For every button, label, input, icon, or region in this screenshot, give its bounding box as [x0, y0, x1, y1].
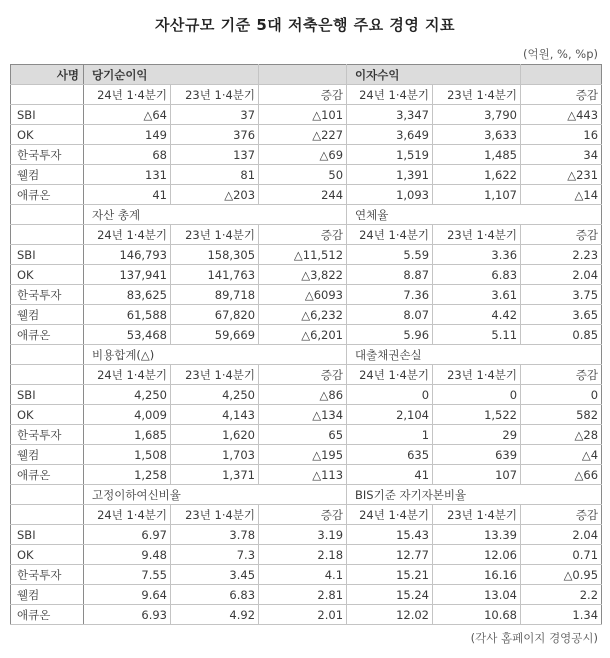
value-cell: 582: [521, 405, 602, 425]
table-row: [11, 605, 602, 625]
table-row: [11, 125, 602, 145]
value-cell: 149: [84, 125, 171, 145]
section-title-row: [11, 205, 602, 225]
value-cell: 6.83: [171, 585, 259, 605]
value-cell: 158,305: [171, 245, 259, 265]
value-cell: 5.96: [347, 325, 433, 345]
value-cell: 1,093: [347, 185, 433, 205]
value-cell: △0.95: [521, 565, 602, 585]
value-cell: 376: [171, 125, 259, 145]
company-name: SBI: [11, 385, 84, 405]
blank-cell: [11, 505, 84, 525]
period-header-row: [11, 85, 602, 105]
value-cell: 16.16: [433, 565, 521, 585]
table-row: [11, 545, 602, 565]
period-prev: 23년 1·4분기: [171, 505, 259, 525]
period-diff: 증감: [521, 505, 602, 525]
value-cell: 244: [259, 185, 347, 205]
value-cell: 635: [347, 445, 433, 465]
period-diff: 증감: [521, 85, 602, 105]
value-cell: 2.81: [259, 585, 347, 605]
value-cell: 0: [347, 385, 433, 405]
value-cell: 8.87: [347, 265, 433, 285]
value-cell: 4,250: [171, 385, 259, 405]
company-name: 애큐온: [11, 185, 84, 205]
table-row: [11, 425, 602, 445]
value-cell: 137,941: [84, 265, 171, 285]
value-cell: △11,512: [259, 245, 347, 265]
value-cell: 15.21: [347, 565, 433, 585]
value-cell: 41: [347, 465, 433, 485]
table-row: [11, 565, 602, 585]
value-cell: 7.36: [347, 285, 433, 305]
period-prev: 23년 1·4분기: [433, 225, 521, 245]
value-cell: 61,588: [84, 305, 171, 325]
value-cell: 0: [433, 385, 521, 405]
section-title-row: [11, 345, 602, 365]
value-cell: △195: [259, 445, 347, 465]
blank-cell: [11, 85, 84, 105]
value-cell: △6,232: [259, 305, 347, 325]
blank-cell: [11, 485, 84, 505]
table-row: [11, 325, 602, 345]
period-prev: 23년 1·4분기: [433, 85, 521, 105]
value-cell: △113: [259, 465, 347, 485]
value-cell: 131: [84, 165, 171, 185]
value-cell: 1,519: [347, 145, 433, 165]
value-cell: 4,143: [171, 405, 259, 425]
company-name: 웰컴: [11, 445, 84, 465]
value-cell: △69: [259, 145, 347, 165]
value-cell: 15.24: [347, 585, 433, 605]
period-header-row: [11, 225, 602, 245]
value-cell: △227: [259, 125, 347, 145]
value-cell: 9.64: [84, 585, 171, 605]
value-cell: 41: [84, 185, 171, 205]
value-cell: 141,763: [171, 265, 259, 285]
blank-cell: [11, 225, 84, 245]
blank-cell: [11, 345, 84, 365]
table-row: [11, 185, 602, 205]
period-header-row: [11, 365, 602, 385]
period-prev: 23년 1·4분기: [433, 505, 521, 525]
period-diff: 증감: [521, 225, 602, 245]
value-cell: 34: [521, 145, 602, 165]
section-title-right: 대출채권손실: [347, 345, 602, 365]
company-name: 웰컴: [11, 585, 84, 605]
value-cell: △14: [521, 185, 602, 205]
value-cell: 1.34: [521, 605, 602, 625]
period-cur: 24년 1·4분기: [347, 505, 433, 525]
value-cell: 3.78: [171, 525, 259, 545]
value-cell: 1,522: [433, 405, 521, 425]
company-name: SBI: [11, 245, 84, 265]
section-title-row: [11, 485, 602, 505]
company-name: 웰컴: [11, 165, 84, 185]
value-cell: 2,104: [347, 405, 433, 425]
value-cell: 1,508: [84, 445, 171, 465]
value-cell: 13.39: [433, 525, 521, 545]
value-cell: 3.45: [171, 565, 259, 585]
blank-cell: [11, 365, 84, 385]
value-cell: 6.97: [84, 525, 171, 545]
value-cell: 3,633: [433, 125, 521, 145]
value-cell: 5.59: [347, 245, 433, 265]
value-cell: △101: [259, 105, 347, 125]
value-cell: 0: [521, 385, 602, 405]
value-cell: 8.07: [347, 305, 433, 325]
company-name: SBI: [11, 525, 84, 545]
value-cell: 12.02: [347, 605, 433, 625]
value-cell: 3,790: [433, 105, 521, 125]
table-row: [11, 305, 602, 325]
value-cell: 4,009: [84, 405, 171, 425]
value-cell: 50: [259, 165, 347, 185]
value-cell: 4,250: [84, 385, 171, 405]
value-cell: 3,347: [347, 105, 433, 125]
company-name: OK: [11, 545, 84, 565]
value-cell: △66: [521, 465, 602, 485]
company-name: 애큐온: [11, 605, 84, 625]
section-title-right: 이자수익: [347, 65, 521, 85]
value-cell: 13.04: [433, 585, 521, 605]
value-cell: △4: [521, 445, 602, 465]
value-cell: 2.23: [521, 245, 602, 265]
period-cur: 24년 1·4분기: [84, 365, 171, 385]
period-diff: 증감: [259, 85, 347, 105]
company-name: 한국투자: [11, 425, 84, 445]
value-cell: 1,485: [433, 145, 521, 165]
company-name: 애큐온: [11, 465, 84, 485]
value-cell: 0.85: [521, 325, 602, 345]
table-row: [11, 105, 602, 125]
value-cell: 1,622: [433, 165, 521, 185]
value-cell: 1,107: [433, 185, 521, 205]
period-cur: 24년 1·4분기: [84, 225, 171, 245]
value-cell: 59,669: [171, 325, 259, 345]
table-row: [11, 265, 602, 285]
period-diff: 증감: [521, 365, 602, 385]
value-cell: △3,822: [259, 265, 347, 285]
section-title-row: [11, 65, 602, 85]
company-name: OK: [11, 265, 84, 285]
value-cell: △28: [521, 425, 602, 445]
value-cell: 146,793: [84, 245, 171, 265]
period-diff: 증감: [259, 505, 347, 525]
period-diff: 증감: [259, 225, 347, 245]
value-cell: 53,468: [84, 325, 171, 345]
period-cur: 24년 1·4분기: [347, 365, 433, 385]
section-title-right: BIS기준 자기자본비율: [347, 485, 602, 505]
value-cell: △86: [259, 385, 347, 405]
value-cell: 89,718: [171, 285, 259, 305]
table-row: [11, 285, 602, 305]
value-cell: 0.71: [521, 545, 602, 565]
company-name: OK: [11, 405, 84, 425]
value-cell: 2.01: [259, 605, 347, 625]
period-prev: 23년 1·4분기: [433, 365, 521, 385]
value-cell: 1,391: [347, 165, 433, 185]
value-cell: 1,258: [84, 465, 171, 485]
value-cell: 37: [171, 105, 259, 125]
value-cell: 83,625: [84, 285, 171, 305]
value-cell: △443: [521, 105, 602, 125]
table-row: [11, 445, 602, 465]
value-cell: 81: [171, 165, 259, 185]
source-note: (각사 홈페이지 경영공시): [470, 631, 598, 645]
value-cell: 9.48: [84, 545, 171, 565]
value-cell: △64: [84, 105, 171, 125]
section-title-left: 비용합계(△): [84, 345, 347, 365]
section-title-left: 고정이하여신비율: [84, 485, 347, 505]
value-cell: 2.04: [521, 265, 602, 285]
table-row: [11, 405, 602, 425]
period-diff: 증감: [259, 365, 347, 385]
company-name: 웰컴: [11, 305, 84, 325]
value-cell: 16: [521, 125, 602, 145]
period-header-row: [11, 505, 602, 525]
value-cell: 2.2: [521, 585, 602, 605]
table-row: [11, 245, 602, 265]
value-cell: 107: [433, 465, 521, 485]
value-cell: 1: [347, 425, 433, 445]
period-cur: 24년 1·4분기: [84, 85, 171, 105]
period-cur: 24년 1·4분기: [84, 505, 171, 525]
value-cell: 4.92: [171, 605, 259, 625]
value-cell: △6093: [259, 285, 347, 305]
value-cell: △231: [521, 165, 602, 185]
value-cell: 29: [433, 425, 521, 445]
value-cell: △203: [171, 185, 259, 205]
value-cell: 137: [171, 145, 259, 165]
blank-cell: [521, 65, 602, 85]
table-row: [11, 585, 602, 605]
company-name: 한국투자: [11, 565, 84, 585]
table-row: [11, 465, 602, 485]
page-title: 자산규모 기준 5대 저축은행 주요 경영 지표: [154, 16, 456, 34]
value-cell: 15.43: [347, 525, 433, 545]
company-name: OK: [11, 125, 84, 145]
section-title-left: 자산 총계: [84, 205, 347, 225]
value-cell: 10.68: [433, 605, 521, 625]
value-cell: 2.18: [259, 545, 347, 565]
value-cell: 2.04: [521, 525, 602, 545]
company-name: 한국투자: [11, 145, 84, 165]
value-cell: 5.11: [433, 325, 521, 345]
value-cell: 4.42: [433, 305, 521, 325]
section-title-right: 연체율: [347, 205, 602, 225]
table-row: [11, 525, 602, 545]
value-cell: 65: [259, 425, 347, 445]
table-row: [11, 165, 602, 185]
section-title-left: 당기순이익: [84, 65, 259, 85]
value-cell: 6.83: [433, 265, 521, 285]
table-row: [11, 145, 602, 165]
value-cell: 12.06: [433, 545, 521, 565]
period-cur: 24년 1·4분기: [347, 225, 433, 245]
value-cell: 3.61: [433, 285, 521, 305]
value-cell: 3.75: [521, 285, 602, 305]
table-row: [11, 385, 602, 405]
period-prev: 23년 1·4분기: [171, 85, 259, 105]
value-cell: 1,620: [171, 425, 259, 445]
value-cell: 68: [84, 145, 171, 165]
blank-cell: [11, 205, 84, 225]
company-name: 한국투자: [11, 285, 84, 305]
indicator-table: [10, 64, 602, 625]
value-cell: 7.3: [171, 545, 259, 565]
value-cell: △6,201: [259, 325, 347, 345]
value-cell: 1,703: [171, 445, 259, 465]
period-prev: 23년 1·4분기: [171, 225, 259, 245]
value-cell: 3.19: [259, 525, 347, 545]
company-name: 애큐온: [11, 325, 84, 345]
value-cell: 67,820: [171, 305, 259, 325]
value-cell: 7.55: [84, 565, 171, 585]
value-cell: △134: [259, 405, 347, 425]
unit-note: (억원, %, %p): [523, 47, 598, 61]
company-name: SBI: [11, 105, 84, 125]
value-cell: 1,685: [84, 425, 171, 445]
value-cell: 12.77: [347, 545, 433, 565]
value-cell: 3,649: [347, 125, 433, 145]
value-cell: 3.65: [521, 305, 602, 325]
company-header: 사명: [11, 65, 84, 85]
value-cell: 639: [433, 445, 521, 465]
value-cell: 1,371: [171, 465, 259, 485]
period-cur: 24년 1·4분기: [347, 85, 433, 105]
blank-cell: [259, 65, 347, 85]
value-cell: 4.1: [259, 565, 347, 585]
period-prev: 23년 1·4분기: [171, 365, 259, 385]
value-cell: 3.36: [433, 245, 521, 265]
value-cell: 6.93: [84, 605, 171, 625]
